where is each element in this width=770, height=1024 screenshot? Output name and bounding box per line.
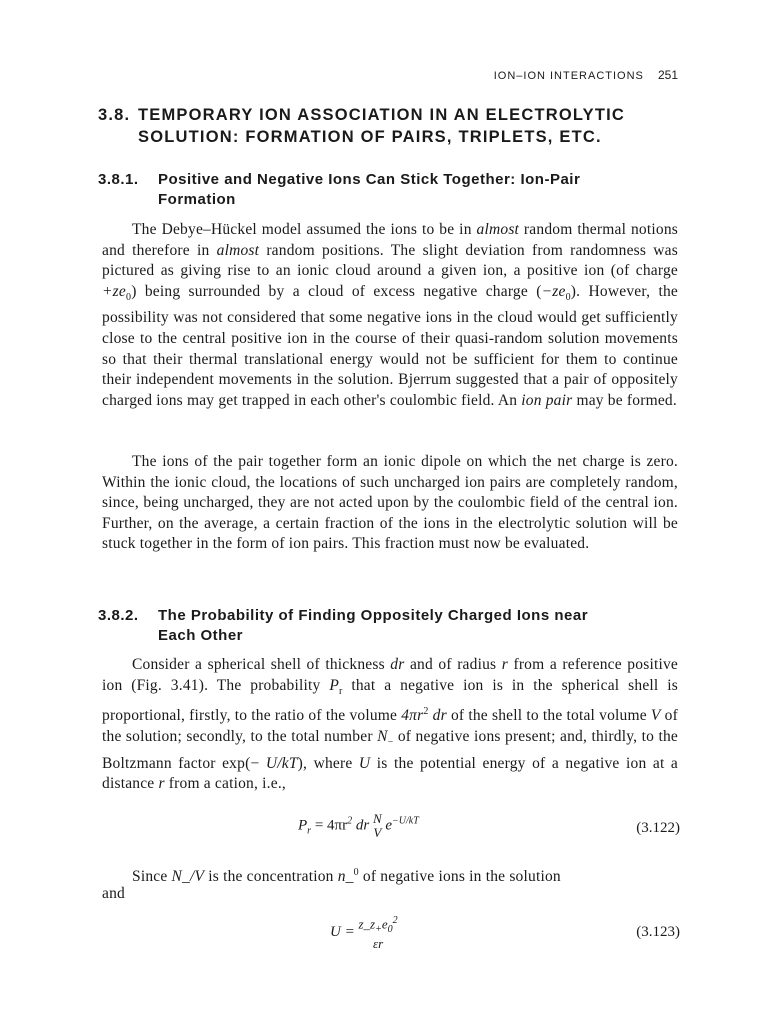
subsection-1-title [98, 170, 688, 210]
subsection-1-number: 3.8.1. [98, 171, 139, 188]
subsection-2-title-line2: Each Other [158, 627, 244, 644]
paragraph-4: Since N_/V is the concentration n_$^0$ of negative ions in the solution [132, 867, 561, 886]
paragraph-3: Consider a spherical shell of thickness dr and of radius r from a reference positive ion (Fig. 3.41). The probability $P_r$ that a negative ion is in the spherical shell is proportional, firstly, to the ratio of the volume $4\pi r^2$ dr of the shell to the total volume V of the solution; secondly, to the total number $N_-$ of negative ions present; and, thirdly, to the Boltzmann factor exp(− U/kT), where U is the potential energy of a negative ion at a distance r from a cation, i.e., [102, 656, 679, 793]
subsection-2-title-line1: The Probability of Finding Oppositely Charged Ions near [158, 607, 589, 624]
running-title: ION–ION INTERACTIONS [493, 70, 644, 82]
equation-3-123 [102, 912, 680, 952]
subsection-2-number: 3.8.2. [98, 607, 139, 624]
section-title-line2: SOLUTION: FORMATION OF PAIRS, TRIPLETS, ETC. [138, 128, 602, 146]
equation-3-122: $P_r = 4\pi r^2$ dr N V $e^{-U/kT}$ (3.122) [298, 811, 680, 840]
subsection-1-title-line2: Formation [158, 191, 236, 208]
section-title-line1: TEMPORARY ION ASSOCIATION IN AN ELECTROLYTIC [138, 106, 626, 124]
subsection-1-title-line1: Positive and Negative Ions Can Stick Together: Ion-Pair [158, 171, 581, 188]
subsection-2-title [98, 606, 688, 646]
running-head [494, 68, 678, 82]
paragraph-4-and: and [102, 885, 125, 902]
equation-number-3-122: (3.122) [636, 820, 680, 836]
page-number: 251 [657, 68, 678, 82]
equation-number-3-123: (3.123) [636, 924, 680, 940]
eq122-lhs: P [298, 817, 308, 834]
paragraph-1: The Debye–Hückel model assumed the ions to be in almost random thermal notions and therefore in almost random positions. The slight deviation from randomness was pictured as giving rise to an ionic cloud around a given ion, a positive ion (of charge $+ze_0$) being surrounded by a cloud of excess negative charge $(-ze_0)$. However, the possibility was not considered that some negative ions in the cloud would get sufficiently close to the central positive ion in the course of their quasi-random solution movements so that their thermal translational energy would not be sufficient for them to continue their independent movements in the solution. Bjerrum suggested that a pair of oppositely charged ions may get trapped in each other's coulombic field. An ion pair may be formed. [102, 221, 678, 409]
section-title [98, 104, 688, 148]
eq122-fraction: N V [372, 811, 382, 840]
paragraph-2: The ions of the pair together form an ionic dipole on which the net charge is zero. Within the ionic cloud, the locations of such uncharged ion pairs are completely random, since, being uncharged, they are not acted upon by the coulombic field of the central ion. Further, on the average, a certain fraction of the ions in the electrolytic solution will be stuck together in the form of ion pairs. This fraction must now be evaluated. [102, 453, 678, 553]
section-number: 3.8. [98, 106, 131, 124]
eq123-lhs: U = [330, 923, 359, 940]
eq123-fraction: $z\_z_+e_0^2$ εr [358, 915, 398, 951]
